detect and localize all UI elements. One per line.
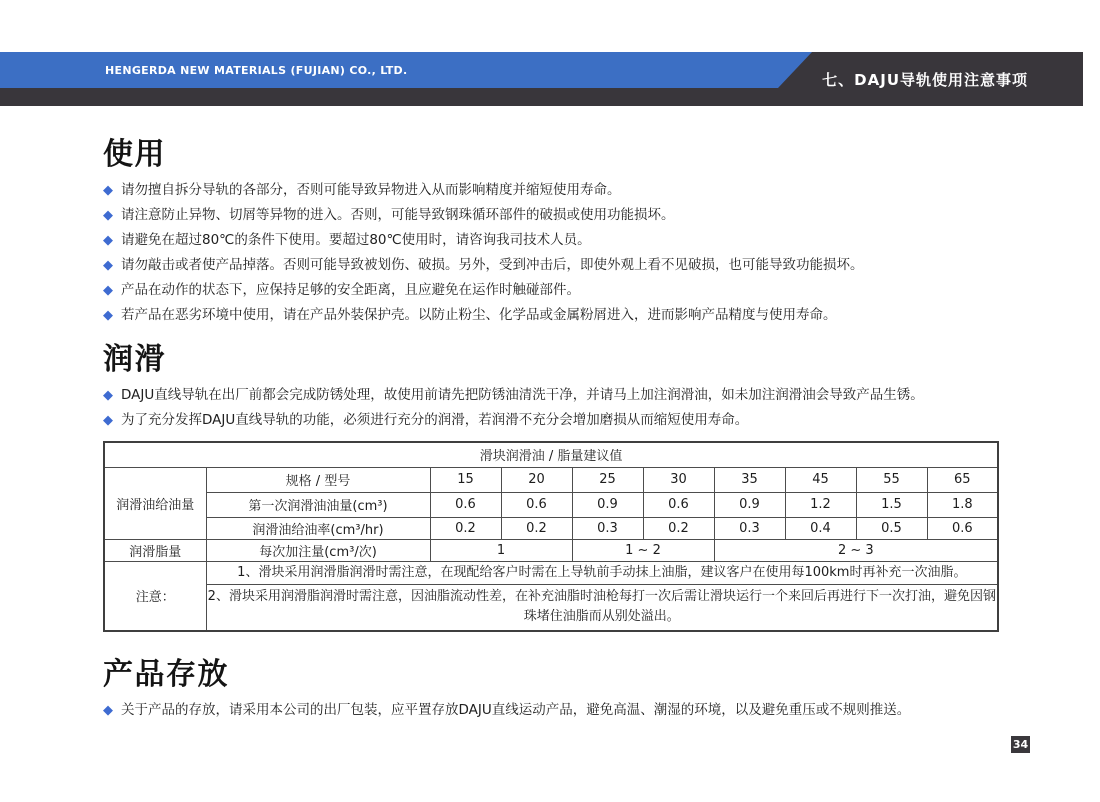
diamond-bullet-icon: ◆ — [103, 308, 113, 323]
value-cell: 0.3 — [572, 517, 643, 539]
note-cell: 1、滑块采用润滑脂润滑时需注意，在现配给客户时需在上导轨前手动抹上油脂，建议客户在使用每100km时再补充一次油脂。 — [206, 561, 998, 584]
bullet-item — [103, 303, 997, 328]
spec-header-cell: 规格 / 型号 — [206, 467, 430, 492]
row-label-cell: 第一次润滑油油量(cm³) — [206, 492, 430, 517]
diamond-bullet-icon: ◆ — [103, 183, 113, 198]
lubrication-heading: 润滑 — [103, 342, 166, 377]
value-cell: 1.2 — [785, 492, 856, 517]
bullet-item — [103, 278, 997, 303]
merged-value-cell: 2 ~ 3 — [714, 539, 998, 561]
size-header-cell: 15 — [430, 467, 501, 492]
bullet-item — [103, 698, 997, 723]
value-cell: 0.4 — [785, 517, 856, 539]
bullet-text: 为了充分发挥DAJU直线导轨的功能，必须进行充分的润滑，若润滑不充分会增加磨损从而缩短使用寿命。 — [121, 412, 749, 428]
row-label-cell: 每次加注量(cm³/次) — [206, 539, 430, 561]
header-company-name: HENGERDA NEW MATERIALS (FUJIAN) CO., LTD. — [105, 63, 408, 77]
size-header-cell: 30 — [643, 467, 714, 492]
bullet-item — [103, 228, 997, 253]
storage-bullet-list — [103, 698, 997, 723]
bullet-item — [103, 178, 997, 203]
note-cell: 2、滑块采用润滑脂润滑时需注意，因油脂流动性差，在补充油脂时油枪每打一次后需让滑块运行一个来回后再进行下一次打油，避免因钢珠堵住油脂而从别处溢出。 — [206, 584, 998, 631]
merged-value-cell: 1 — [430, 539, 572, 561]
bullet-text: 若产品在恶劣环境中使用，请在产品外装保护壳。以防止粉尘、化学品或金属粉屑进入，进而影响产品精度与使用寿命。 — [121, 307, 837, 323]
size-header-cell: 45 — [785, 467, 856, 492]
size-header-cell: 25 — [572, 467, 643, 492]
row-group-label-oil: 润滑油给油量 — [104, 467, 206, 539]
value-cell: 1.5 — [856, 492, 927, 517]
page-number-badge: 34 — [1012, 738, 1029, 751]
value-cell: 0.2 — [643, 517, 714, 539]
lubrication-table — [103, 441, 999, 632]
usage-heading: 使用 — [103, 137, 166, 172]
value-cell: 0.5 — [856, 517, 927, 539]
bullet-item — [103, 408, 997, 433]
diamond-bullet-icon: ◆ — [103, 283, 113, 298]
lubrication-bullet-list — [103, 383, 997, 433]
value-cell: 0.9 — [714, 492, 785, 517]
diamond-bullet-icon: ◆ — [103, 413, 113, 428]
value-cell: 0.3 — [714, 517, 785, 539]
size-header-cell: 55 — [856, 467, 927, 492]
value-cell: 0.6 — [430, 492, 501, 517]
bullet-text: DAJU直线导轨在出厂前都会完成防锈处理，故使用前请先把防锈油清洗干净，并请马上加注润滑油，如未加注润滑油会导致产品生锈。 — [121, 387, 924, 403]
size-header-cell: 20 — [501, 467, 572, 492]
value-cell: 0.2 — [430, 517, 501, 539]
bullet-item — [103, 253, 997, 278]
size-header-cell: 65 — [927, 467, 998, 492]
value-cell: 1.8 — [927, 492, 998, 517]
bullet-item — [103, 383, 997, 408]
diamond-bullet-icon: ◆ — [103, 703, 113, 718]
bullet-text: 请注意防止异物、切屑等异物的进入。否则，可能导致钢珠循环部件的破损或使用功能损坏。 — [121, 207, 675, 223]
bullet-text: 请勿敲击或者使产品掉落。否则可能导致被划伤、破损。另外，受到冲击后，即使外观上看不见破损，也可能导致功能损坏。 — [121, 257, 864, 273]
storage-heading: 产品存放 — [103, 657, 229, 692]
diamond-bullet-icon: ◆ — [103, 233, 113, 248]
page-content — [103, 106, 997, 723]
row-label-cell: 润滑油给油率(cm³/hr) — [206, 517, 430, 539]
value-cell: 0.6 — [927, 517, 998, 539]
bullet-text: 请避免在超过80℃的条件下使用。要超过80℃使用时，请咨询我司技术人员。 — [121, 232, 591, 248]
size-header-cell: 35 — [714, 467, 785, 492]
bullet-item — [103, 203, 997, 228]
bullet-text: 产品在动作的状态下，应保持足够的安全距离，且应避免在运作时触碰部件。 — [121, 282, 580, 298]
diamond-bullet-icon: ◆ — [103, 388, 113, 403]
value-cell: 0.2 — [501, 517, 572, 539]
merged-value-cell: 1 ~ 2 — [572, 539, 714, 561]
bullet-text: 请勿擅自拆分导轨的各部分，否则可能导致异物进入从而影响精度并缩短使用寿命。 — [121, 182, 621, 198]
notes-label-cell: 注意： — [104, 561, 206, 631]
bullet-text: 关于产品的存放，请采用本公司的出厂包装，应平置存放DAJU直线运动产品，避免高温、潮湿的环境，以及避免重压或不规则推送。 — [121, 702, 911, 718]
value-cell: 0.6 — [501, 492, 572, 517]
diamond-bullet-icon: ◆ — [103, 208, 113, 223]
usage-bullet-list — [103, 178, 997, 328]
table-title: 滑块润滑油 / 脂量建议值 — [104, 442, 998, 467]
header-section-title: 七、DAJU导轨使用注意事项 — [822, 70, 1028, 89]
value-cell: 0.6 — [643, 492, 714, 517]
diamond-bullet-icon: ◆ — [103, 258, 113, 273]
value-cell: 0.9 — [572, 492, 643, 517]
row-group-label-grease: 润滑脂量 — [104, 539, 206, 561]
